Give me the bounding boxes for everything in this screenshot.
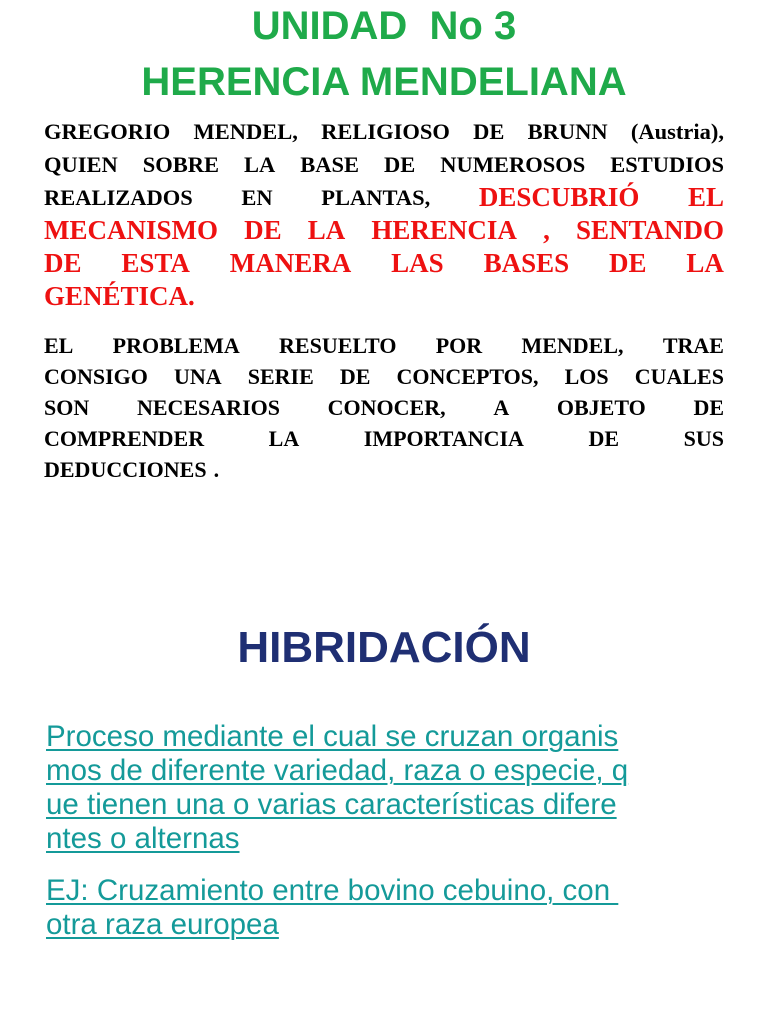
word: EL xyxy=(44,333,74,358)
unit-title: UNIDAD No 3 xyxy=(251,4,517,48)
word: QUIEN xyxy=(44,152,118,177)
word: CONSIGO xyxy=(44,364,148,389)
word: . xyxy=(213,457,220,482)
word: LOS xyxy=(564,364,609,389)
word: A xyxy=(493,395,510,420)
word: DE xyxy=(339,364,371,389)
definition-paragraph xyxy=(46,720,736,856)
highlight-word: DE xyxy=(244,215,282,245)
problem-paragraph xyxy=(44,330,724,485)
word: IMPORTANCIA xyxy=(363,426,524,451)
word: BASE xyxy=(300,152,359,177)
word: CONCEPTOS, xyxy=(396,364,539,389)
word: RELIGIOSO xyxy=(321,119,450,144)
highlight-word: LA xyxy=(686,248,724,278)
word: RESUELTO xyxy=(279,333,397,358)
unit-subtitle: HERENCIA MENDELIANA xyxy=(141,60,627,104)
word: DE xyxy=(383,152,416,177)
word: TRAE xyxy=(662,333,724,358)
highlight-word: HERENCIA xyxy=(371,215,517,245)
word: LA xyxy=(268,426,300,451)
definition-line: mos de diferente variedad, raza o especie, q xyxy=(46,754,629,787)
word: EN xyxy=(241,185,273,210)
highlight-word: LAS xyxy=(391,248,444,278)
highlight-word: EL xyxy=(687,182,724,212)
word: NECESARIOS xyxy=(136,395,280,420)
word: POR xyxy=(435,333,483,358)
highlight-word: MECANISMO xyxy=(44,215,218,245)
definition-line: ue tienen una o varias características difere xyxy=(46,788,617,821)
word: COMPRENDER xyxy=(44,426,205,451)
section-heading: HIBRIDACIÓN xyxy=(237,623,531,672)
text-line xyxy=(44,115,724,148)
highlight-word: GENÉTICA. xyxy=(44,281,195,311)
word: DE xyxy=(473,119,505,144)
word: PROBLEMA xyxy=(112,333,240,358)
highlight-word: , xyxy=(543,215,550,245)
word: UNA xyxy=(174,364,222,389)
word: MENDEL, xyxy=(521,333,624,358)
text-line xyxy=(44,214,724,247)
word: LA xyxy=(243,152,276,177)
word: DEDUCCIONES xyxy=(44,457,207,482)
word: PLANTAS, xyxy=(321,185,431,210)
highlight-word: BASES xyxy=(483,248,570,278)
word: OBJETO xyxy=(556,395,646,420)
word: DE xyxy=(588,426,620,451)
word: CUALES xyxy=(634,364,724,389)
highlight-word: ESTA xyxy=(121,248,190,278)
word: SON xyxy=(44,395,90,420)
highlight-word: DESCUBRIÓ xyxy=(478,182,640,212)
highlight-word: DE xyxy=(609,248,647,278)
word: CONOCER, xyxy=(327,395,446,420)
word: SUS xyxy=(683,426,724,451)
example-line: otra raza europea xyxy=(46,908,279,941)
text-line xyxy=(44,181,724,214)
example-paragraph xyxy=(46,874,736,942)
text-line xyxy=(44,247,724,280)
highlight-word: DE xyxy=(44,248,82,278)
definition-line: ntes o alternas xyxy=(46,822,240,855)
text-line xyxy=(44,280,724,313)
text-line xyxy=(44,148,724,181)
intro-paragraph xyxy=(44,115,724,313)
highlight-word: SENTANDO xyxy=(575,215,724,245)
word: GREGORIO xyxy=(44,119,171,144)
word: MENDEL, xyxy=(193,119,298,144)
text-line xyxy=(44,392,724,423)
word: BRUNN xyxy=(527,119,608,144)
word: NUMEROSOS xyxy=(440,152,586,177)
text-line xyxy=(44,361,724,392)
text-line xyxy=(44,330,724,361)
word: ESTUDIOS xyxy=(610,152,724,177)
text-line xyxy=(44,423,724,454)
example-line: EJ: Cruzamiento entre bovino cebuino, con xyxy=(46,874,619,907)
highlight-word: MANERA xyxy=(229,248,352,278)
text-line xyxy=(44,454,724,485)
word: REALIZADOS xyxy=(44,185,193,210)
word: SERIE xyxy=(247,364,314,389)
word: SOBRE xyxy=(142,152,220,177)
highlight-word: LA xyxy=(307,215,346,245)
word: DE xyxy=(693,395,724,420)
definition-line: Proceso mediante el cual se cruzan organis xyxy=(46,720,619,753)
word: (Austria), xyxy=(630,119,724,144)
